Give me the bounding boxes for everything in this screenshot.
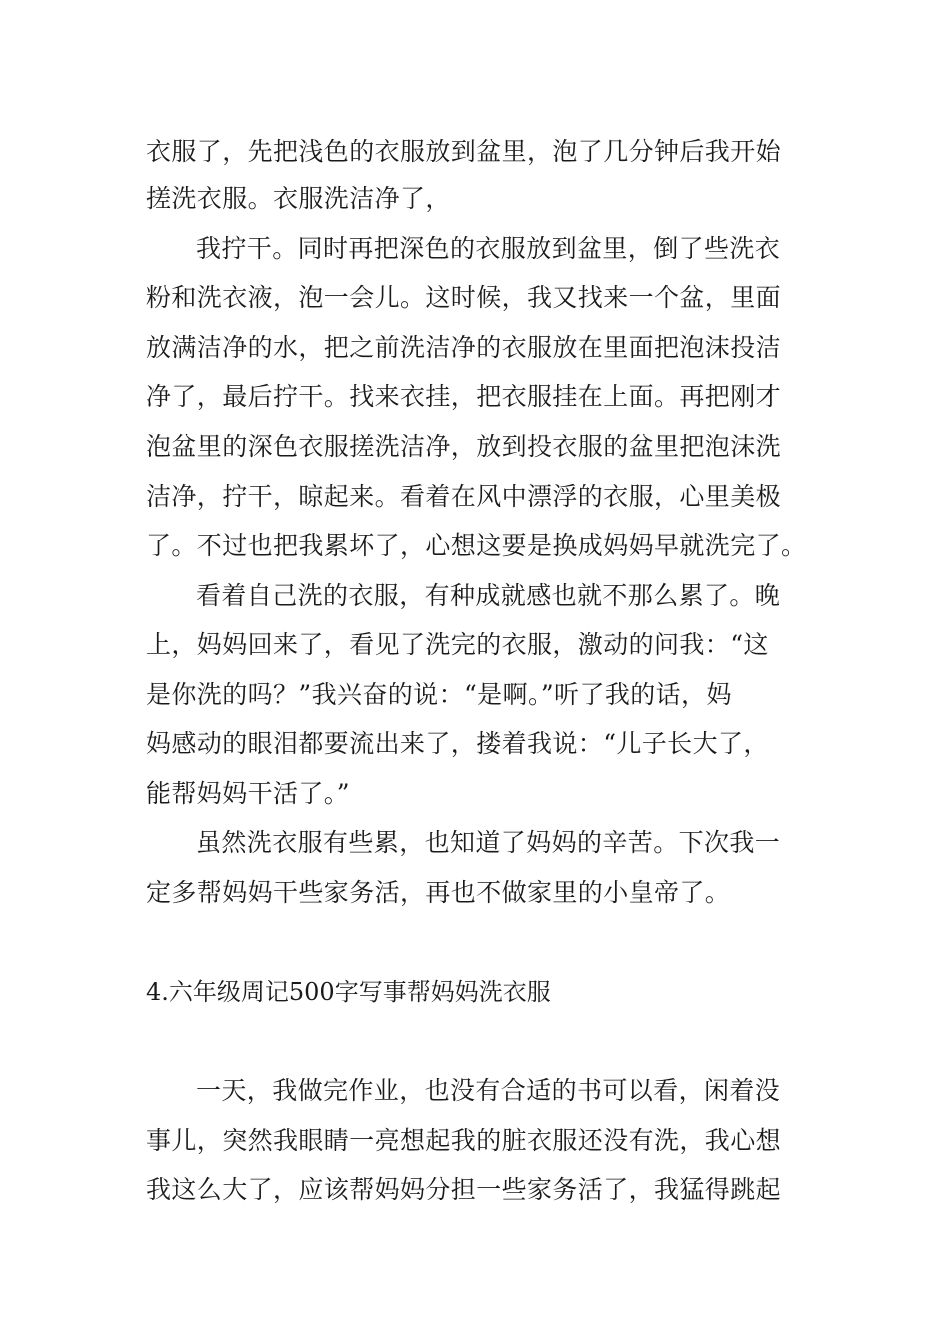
text-line: 搓洗衣服。衣服洗洁净了， — [146, 184, 451, 213]
text-line: 泡盆里的深色衣服搓洗洁净，放到投衣服的盆里把泡沫洗 — [146, 432, 782, 461]
text-line: 净了，最后拧干。找来衣挂，把衣服挂在上面。再把刚才 — [146, 382, 782, 411]
text-line: 妈感动的眼泪都要流出来了，搂着我说：“儿子长大了， — [146, 729, 769, 758]
text-line: 洁净，拧干，晾起来。看着在风中漂浮的衣服，心里美极 — [146, 482, 782, 511]
text-line: 能帮妈妈干活了。” — [146, 779, 350, 808]
text-line: 事儿，突然我眼睛一亮想起我的脏衣服还没有洗，我心想 — [146, 1126, 782, 1155]
text-line: 粉和洗衣液，泡一会儿。这时候，我又找来一个盆，里面 — [146, 283, 782, 312]
text-line: 衣服了，先把浅色的衣服放到盆里，泡了几分钟后我开始 — [146, 137, 782, 166]
text-line: 放满洁净的水，把之前洗洁净的衣服放在里面把泡沫投洁 — [146, 333, 782, 362]
section-heading: 4.六年级周记500字写事帮妈妈洗衣服 — [146, 978, 551, 1006]
text-line: 虽然洗衣服有些累，也知道了妈妈的辛苦。下次我一 — [196, 828, 781, 857]
text-line: 看着自己洗的衣服，有种成就感也就不那么累了。晚 — [196, 581, 781, 610]
text-line: 了。不过也把我累坏了，心想这要是换成妈妈早就洗完了。 — [146, 531, 807, 560]
text-line: 定多帮妈妈干些家务活，再也不做家里的小皇帝了。 — [146, 878, 731, 907]
text-line: 我这么大了，应该帮妈妈分担一些家务活了，我猛得跳起 — [146, 1175, 782, 1204]
text-line: 我拧干。同时再把深色的衣服放到盆里，倒了些洗衣 — [196, 234, 781, 263]
text-line: 是你洗的吗？”我兴奋的说：“是啊。”听了我的话，妈 — [146, 680, 732, 709]
text-line: 上，妈妈回来了，看见了洗完的衣服，激动的问我：“这 — [146, 630, 769, 659]
text-line: 一天，我做完作业，也没有合适的书可以看，闲着没 — [196, 1076, 781, 1105]
